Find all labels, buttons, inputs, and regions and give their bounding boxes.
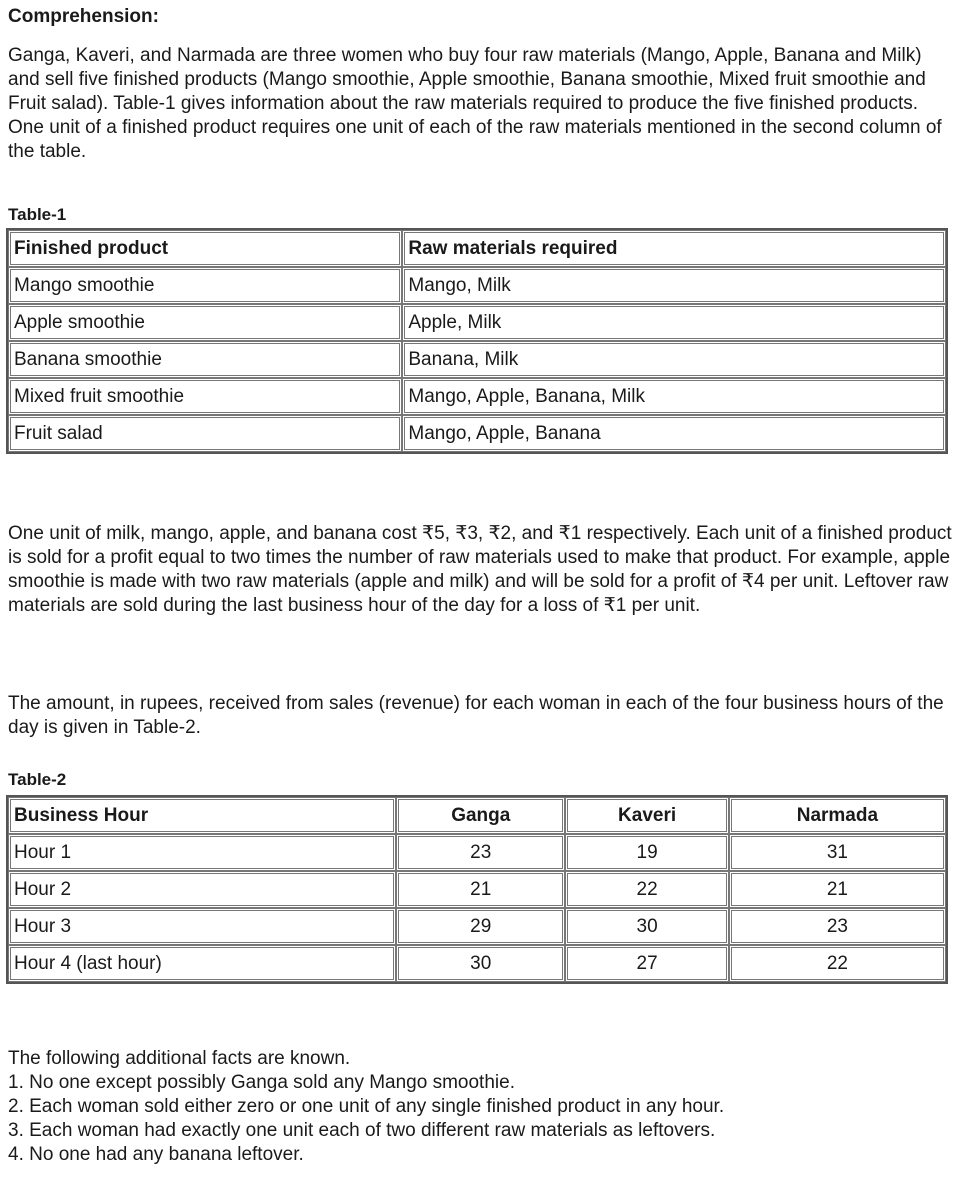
cost-paragraph: One unit of milk, mango, apple, and banana cost ₹5, ₹3, ₹2, and ₹1 respectively. Each unit of a finished product is sold for a profit equal to two times the number of raw materials used to make that product. For example, apple smoothie is made with two raw materials (apple and milk) and will be sold for a profit of ₹4 per unit. Leftover raw materials are sold during the last business hour of the day for a loss of ₹1 per unit. xyxy=(8,523,952,616)
table-cell: 21 xyxy=(396,871,565,908)
table-cell: Apple, Milk xyxy=(402,304,946,341)
table-cell: Apple smoothie xyxy=(8,304,402,341)
table-cell: Fruit salad xyxy=(8,415,402,452)
intro-paragraph: Ganga, Kaveri, and Narmada are three women who buy four raw materials (Mango, Apple, Banana and Milk) and sell five finished products (Mango smoothie, Apple smoothie, Banana smoothie, Mixed fruit smoothie and Fruit salad). Table-1 gives information about the raw materials required to produce the five finished products. One unit of a finished product requires one unit of each of the raw materials mentioned in the second column of the table. xyxy=(8,45,942,162)
table2-label: Table-2 xyxy=(8,770,67,789)
table2-header-cell: Kaveri xyxy=(565,797,728,834)
table-row xyxy=(8,378,946,415)
table-cell: Mango, Apple, Banana xyxy=(402,415,946,452)
table-cell: 27 xyxy=(565,945,728,982)
fact-item: 3. Each woman had exactly one unit each of two different raw materials as leftovers. xyxy=(8,1120,716,1141)
table-cell: Banana smoothie xyxy=(8,341,402,378)
table-cell: Hour 1 xyxy=(8,834,396,871)
table-cell: 30 xyxy=(396,945,565,982)
table-row xyxy=(8,304,946,341)
table-cell: Hour 2 xyxy=(8,871,396,908)
table-row xyxy=(8,871,946,908)
table-cell: 31 xyxy=(729,834,946,871)
table1-header-cell: Raw materials required xyxy=(402,230,946,267)
table1 xyxy=(6,228,948,454)
fact-item: 1. No one except possibly Ganga sold any Mango smoothie. xyxy=(8,1072,515,1093)
fact-item: 4. No one had any banana leftover. xyxy=(8,1144,304,1165)
table-cell: 22 xyxy=(729,945,946,982)
facts-section xyxy=(8,1047,724,1167)
table-row xyxy=(8,267,946,304)
table-cell: Hour 3 xyxy=(8,908,396,945)
table-cell: Banana, Milk xyxy=(402,341,946,378)
table-row xyxy=(8,945,946,982)
table-cell: 22 xyxy=(565,871,728,908)
table2 xyxy=(6,795,948,984)
fact-item: 2. Each woman sold either zero or one unit of any single finished product in any hour. xyxy=(8,1096,725,1117)
table-row xyxy=(8,908,946,945)
table2-header-cell: Narmada xyxy=(729,797,946,834)
table-row xyxy=(8,415,946,452)
table-cell: Hour 4 (last hour) xyxy=(8,945,396,982)
table-cell: 21 xyxy=(729,871,946,908)
table2-header-cell: Business Hour xyxy=(8,797,396,834)
table-row xyxy=(8,341,946,378)
table-cell: 30 xyxy=(565,908,728,945)
table-cell: 29 xyxy=(396,908,565,945)
table-cell: Mango, Milk xyxy=(402,267,946,304)
table-cell: Mixed fruit smoothie xyxy=(8,378,402,415)
table-cell: 23 xyxy=(396,834,565,871)
table1-header-row xyxy=(8,230,946,267)
table-cell: 23 xyxy=(729,908,946,945)
table-cell: Mango, Apple, Banana, Milk xyxy=(402,378,946,415)
table-cell: 19 xyxy=(565,834,728,871)
table2-header-row xyxy=(8,797,946,834)
facts-intro: The following additional facts are known. xyxy=(8,1048,351,1069)
table2-header-cell: Ganga xyxy=(396,797,565,834)
table1-label: Table-1 xyxy=(8,205,67,224)
table-cell: Mango smoothie xyxy=(8,267,402,304)
table-row xyxy=(8,834,946,871)
table1-header-cell: Finished product xyxy=(8,230,402,267)
comprehension-heading: Comprehension: xyxy=(8,6,159,27)
revenue-paragraph: The amount, in rupees, received from sales (revenue) for each woman in each of the four business hours of the day is given in Table-2. xyxy=(8,693,944,738)
